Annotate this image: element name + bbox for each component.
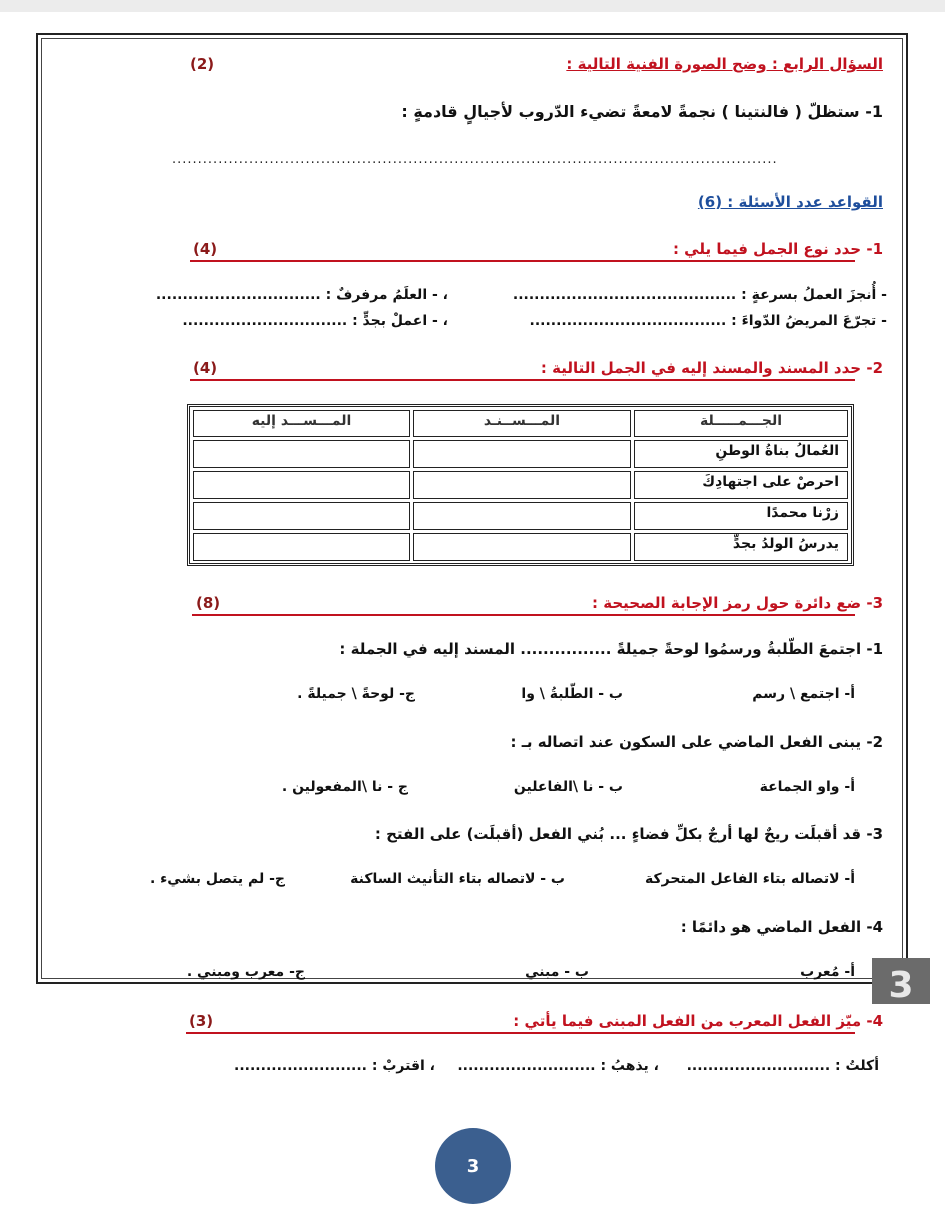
- subject-predicate-table: [187, 404, 854, 566]
- mcq-4-stem: 4- الفعل الماضي هو دائمًا :: [680, 918, 883, 936]
- mcq-1-stem: 1- اجتمعَ الطّلبةُ ورسمُوا لوحةً جميلةً ................ المسند إليه في الجملة :: [339, 640, 883, 658]
- mcq-3-option-b[interactable]: ب - لاتصاله بتاء التأنيث الساكنة: [350, 871, 565, 887]
- mcq-2-option-c[interactable]: ج - نا \المفعولين .: [281, 779, 408, 795]
- mcq-3-option-c[interactable]: ج- لم يتصل بشيء .: [149, 871, 285, 887]
- mcq-1-option-b[interactable]: ب - الطّلبةُ \ وا: [521, 686, 623, 702]
- gq1-title: 1- حدد نوع الجمل فيما يلي :: [672, 240, 883, 258]
- gq3-underline: [192, 614, 855, 616]
- table-cell-subject[interactable]: [193, 440, 410, 468]
- gq4-underline: [186, 1032, 855, 1034]
- table-cell-predicate[interactable]: [413, 533, 631, 561]
- q4-answer-line: ......................................................................................................................: [172, 152, 778, 167]
- table-cell-subject[interactable]: [193, 502, 410, 530]
- mcq-1-option-a[interactable]: أ- اجتمع \ رسم: [752, 686, 855, 702]
- q4-score: (2): [190, 55, 215, 73]
- gq4-item-3: ، اقتربْ : .........................: [234, 1058, 435, 1074]
- mcq-2-stem: 2- يبنى الفعل الماضي على السكون عند اتصاله بـ :: [510, 733, 883, 751]
- table-cell-subject[interactable]: [193, 533, 410, 561]
- table-row-sentence: العُمالُ بناةُ الوطنِ: [634, 440, 848, 468]
- q4-item: 1- ستظلّ ( فالنتينا ) نجمةً لامعةً تضيء الدّروب لأجيالٍ قادمةٍ :: [401, 102, 883, 121]
- grammar-heading: القواعد عدد الأسئلة : (6): [697, 193, 883, 211]
- table-cell-predicate[interactable]: [413, 440, 631, 468]
- gq1-score: (4): [193, 240, 218, 258]
- gq2-title: 2- حدد المسند والمسند إليه في الجمل التالية :: [540, 359, 883, 377]
- mcq-2-option-b[interactable]: ب - نا \الفاعلين: [513, 779, 623, 795]
- gq4-item-1: أكلتُ : ...........................: [686, 1058, 879, 1074]
- q4-title: السؤال الرابع : وضح الصورة الفنية التالية :: [566, 55, 883, 73]
- corner-page-indicator: 3: [872, 958, 930, 1004]
- table-row-sentence: احرصْ على اجتهادِكَ: [634, 471, 848, 499]
- gq1-item-1: - أُنجزَ العملُ بسرعةٍ : ..........................................: [512, 287, 887, 303]
- gq4-score: (3): [189, 1012, 214, 1030]
- table-cell-predicate[interactable]: [413, 502, 631, 530]
- gq2-score: (4): [193, 359, 218, 377]
- gq2-underline: [190, 379, 855, 381]
- table-row-sentence: زرْنا محمدًا: [634, 502, 848, 530]
- mcq-4-option-c[interactable]: ج- معرب ومبني .: [186, 964, 305, 980]
- gq1-item-2: ، - العلَمُ مرفرفٌ : ...............................: [155, 287, 448, 303]
- gq3-score: (8): [196, 594, 221, 612]
- gq1-item-3: - تجرّعَ المريضُ الدّواءَ : .....................................: [529, 313, 887, 329]
- gq1-item-4: ، - اعملْ بجدٍّ : ...............................: [182, 313, 448, 329]
- mcq-4-option-b[interactable]: ب - مبني: [525, 964, 589, 980]
- mcq-3-stem: 3- قد أقبلَت ريحٌ لها أرجٌ بكلِّ فضاءٍ ... بُني الفعل (أقبلَت) على الفتح :: [374, 825, 883, 843]
- gq3-title: 3- ضع دائرة حول رمز الإجابة الصحيحة :: [592, 594, 883, 612]
- mcq-4-option-a[interactable]: أ- مُعرب: [800, 964, 855, 980]
- gq4-item-2: ، يذهبُ : ..........................: [457, 1058, 659, 1074]
- gq4-title: 4- ميّز الفعل المعرب من الفعل المبنى فيما يأتي :: [513, 1012, 883, 1030]
- table-row-sentence: يدرسُ الولدُ بجدٍّ: [634, 533, 848, 561]
- table-cell-predicate[interactable]: [413, 471, 631, 499]
- table-header-predicate: المـــســنـد: [413, 410, 631, 437]
- table-cell-subject[interactable]: [193, 471, 410, 499]
- table-header-subject: المـــســـد إليه: [193, 410, 410, 437]
- page-number-badge: 3: [435, 1128, 511, 1204]
- gq1-underline: [190, 260, 855, 262]
- mcq-1-option-c[interactable]: ج- لوحةً \ جميلةً .: [297, 686, 415, 702]
- mcq-3-option-a[interactable]: أ- لاتصاله بتاء الفاعل المتحركة: [644, 871, 855, 887]
- mcq-2-option-a[interactable]: أ- واو الجماعة: [759, 779, 855, 795]
- table-header-sentence: الجـــمـــــلة: [634, 410, 848, 437]
